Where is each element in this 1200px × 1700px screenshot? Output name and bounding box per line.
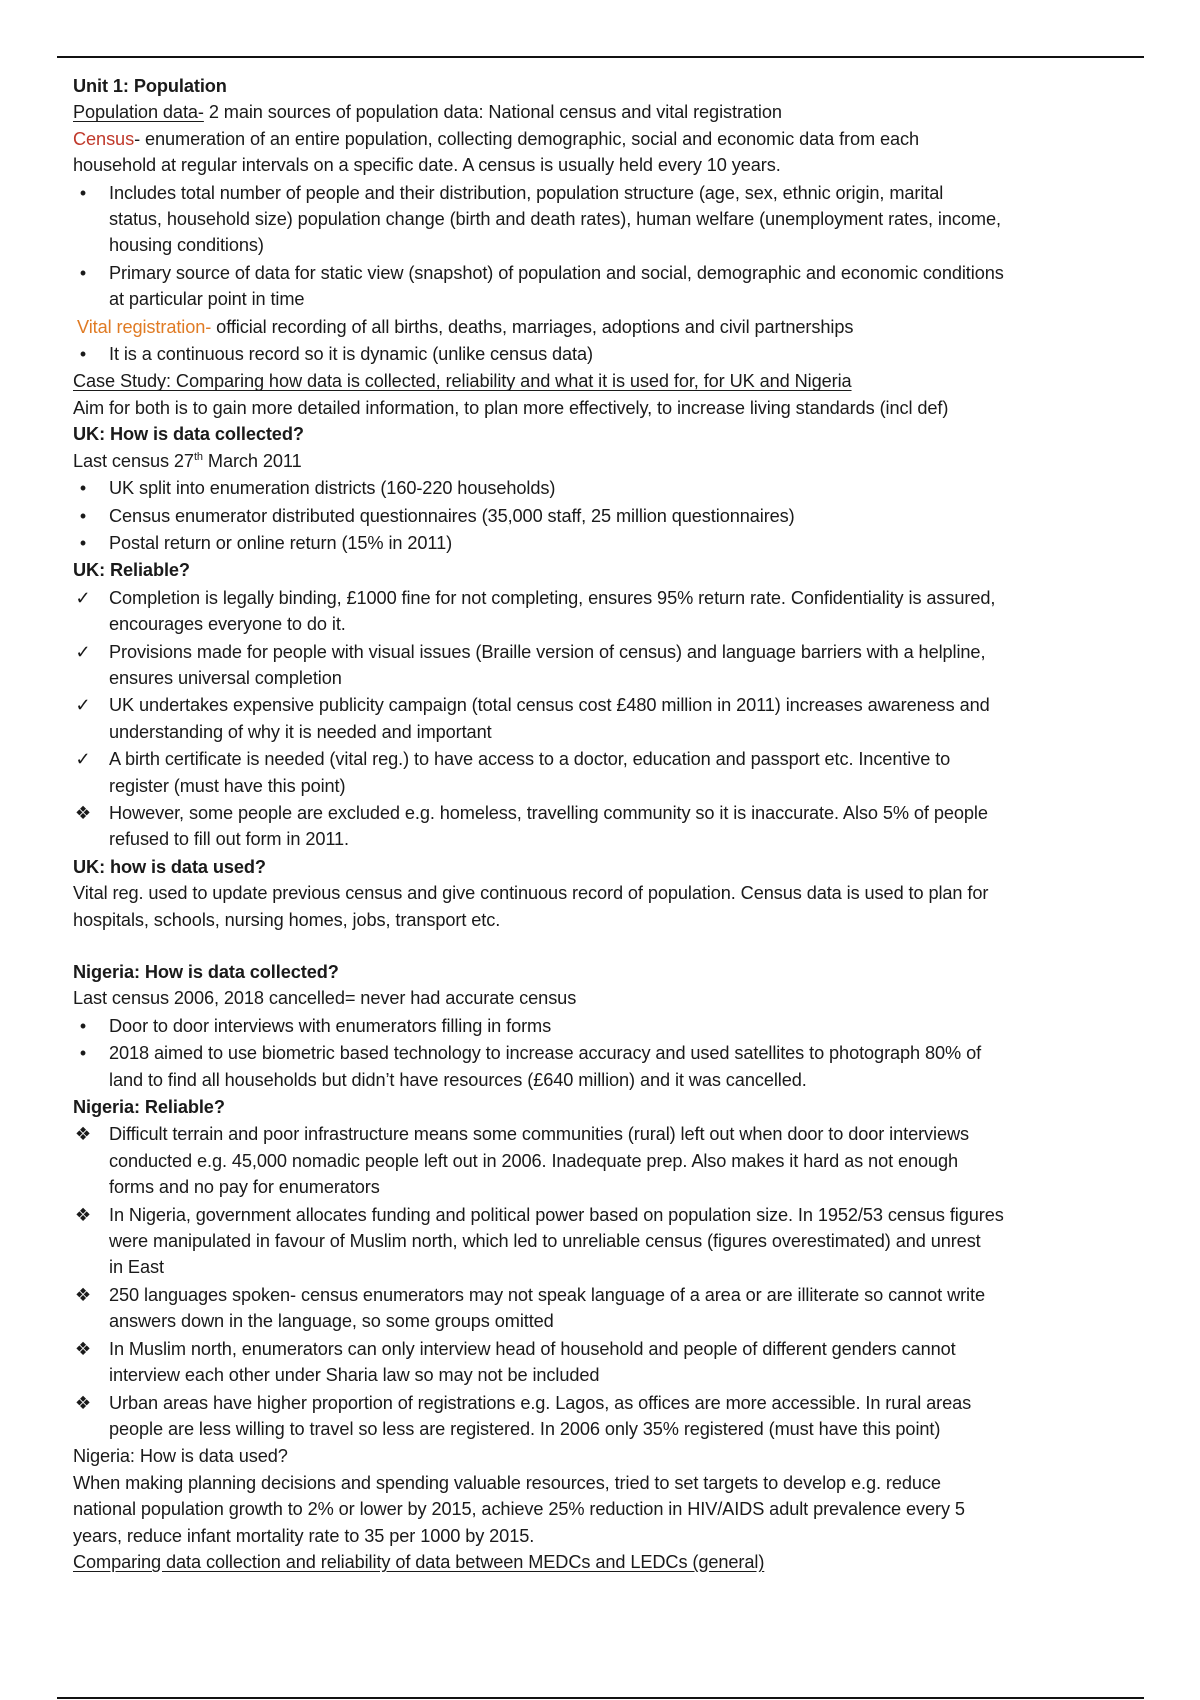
diamond-icon: ❖ (74, 1204, 92, 1225)
bullet-icon: • (79, 1015, 87, 1036)
census-bullets (73, 180, 1133, 313)
check-icon: ✓ (75, 749, 91, 770)
document-body (73, 73, 1133, 1575)
list-item: ❖ In Nigeria, government allocates funding and political power based on population size. In 1952/53 census figures were manipulated in favour of Muslim north, which led to unreliable census (figures overestimated) and unrest in East (73, 1202, 1133, 1281)
unit-title: Unit 1: Population (73, 76, 227, 96)
uk-used-line-1: Vital reg. used to update previous census and give continuous record of population. Census data is used to plan for (73, 883, 989, 904)
uk-reliable-list (73, 585, 1133, 853)
ng-collected-bullets (73, 1013, 1133, 1093)
population-data-line (73, 99, 1133, 125)
list-item: ❖ Urban areas have higher proportion of registrations e.g. Lagos, as offices are more accessible. In rural areas people are less willing to travel so less are registered. In 2006 only 35% registered (must have this point) (73, 1390, 1133, 1443)
ng-reliable-heading: Nigeria: Reliable? (73, 1097, 225, 1118)
list-item: ✓ Provisions made for people with visual issues (Braille version of census) and language barriers with a helpline, ensures universal completion (73, 639, 1133, 692)
uk-collected-bullets (73, 475, 1133, 556)
bullet-icon: • (79, 1043, 87, 1064)
bullet-icon: • (79, 344, 87, 365)
list-item: ❖ However, some people are excluded e.g. homeless, travelling community so it is inaccurate. Also 5% of people refused to fill out form in 2011. (73, 800, 1133, 853)
case-study-heading: Case Study: Comparing how data is collected, reliability and what it is used for, for UK and Nigeria (73, 371, 852, 392)
population-data-text: 2 main sources of population data: National census and vital registration (203, 102, 782, 123)
list-item: • 2018 aimed to use biometric based technology to increase accuracy and used satellites to photograph 80% of land to find all households but didn’t have resources (£640 million) and it was cancelled. (73, 1040, 1133, 1093)
diamond-icon: ❖ (74, 1392, 92, 1413)
uk-used-heading: UK: how is data used? (73, 856, 266, 877)
comparing-heading: Comparing data collection and reliability of data between MEDCs and LEDCs (general) (73, 1551, 765, 1572)
list-item: • Postal return or online return (15% in 2011) (73, 530, 1133, 556)
list-item: ❖ Difficult terrain and poor infrastructure means some communities (rural) left out when door to door interviews conducted e.g. 45,000 nomadic people left out in 2006. Inadequate prep. Also makes it hard as not enough forms and no pay for enumerators (73, 1121, 1133, 1200)
diamond-icon: ❖ (74, 802, 92, 823)
uk-reliable-heading: UK: Reliable? (73, 560, 190, 581)
diamond-icon: ❖ (74, 1124, 92, 1145)
bullet-icon: • (79, 262, 87, 283)
list-item: • Primary source of data for static view (snapshot) of population and social, demographic and economic conditions at particular point in time (73, 260, 1133, 313)
list-item: • Includes total number of people and their distribution, population structure (age, sex, ethnic origin, marital status, household size) population change (birth and death rates), human welfare (unemployment rates, income, housing conditions) (73, 180, 1133, 259)
bullet-icon: • (79, 532, 87, 553)
ng-used-line-3: years, reduce infant mortality rate to 35 per 1000 by 2015. (73, 1525, 535, 1546)
census-label: Census (73, 128, 135, 149)
population-data-label: Population data- (73, 102, 204, 123)
list-item: • Door to door interviews with enumerators filling in forms (73, 1013, 1133, 1039)
ng-reliable-list (73, 1121, 1133, 1442)
vital-registration-label: Vital registration- (77, 316, 212, 337)
bottom-rule (57, 1697, 1144, 1699)
check-icon: ✓ (75, 641, 91, 662)
check-icon: ✓ (75, 695, 91, 716)
uk-collected-heading: UK: How is data collected? (73, 424, 304, 445)
uk-last-census: Last census 27th March 2011 (73, 450, 302, 471)
census-definition-line-2: household at regular intervals on a specific date. A census is usually held every 10 years. (73, 155, 781, 176)
list-item: • UK split into enumeration districts (160-220 households) (73, 475, 1133, 501)
case-study-aim: Aim for both is to gain more detailed information, to plan more effectively, to increase living standards (incl def) (73, 397, 949, 418)
ng-used-heading: Nigeria: How is data used? (73, 1446, 288, 1467)
list-item: • It is a continuous record so it is dynamic (unlike census data) (73, 341, 1133, 367)
bullet-icon: • (79, 505, 87, 526)
ng-collected-heading: Nigeria: How is data collected? (73, 962, 339, 982)
ng-collected-intro: Last census 2006, 2018 cancelled= never had accurate census (73, 988, 577, 1009)
bullet-icon: • (79, 478, 87, 499)
list-item: ✓ Completion is legally binding, £1000 fine for not completing, ensures 95% return rate. Confidentiality is assured, encourages everyone to do it. (73, 585, 1133, 638)
list-item: ✓ UK undertakes expensive publicity campaign (total census cost £480 million in 2011) increases awareness and understanding of why it is needed and important (73, 692, 1133, 745)
top-rule (57, 56, 1144, 58)
list-item: ❖ 250 languages spoken- census enumerators may not speak language of a area or are illiterate so cannot write answers down in the language, so some groups omitted (73, 1282, 1133, 1335)
uk-used-line-2: hospitals, schools, nursing homes, jobs, transport etc. (73, 909, 501, 930)
ng-used-line-1: When making planning decisions and spending valuable resources, tried to set targets to develop e.g. reduce (73, 1472, 941, 1493)
ng-used-line-2: national population growth to 2% or lower by 2015, achieve 25% reduction in HIV/AIDS adult prevalence every 5 (73, 1499, 965, 1520)
list-item: • Census enumerator distributed questionnaires (35,000 staff, 25 million questionnaires) (73, 503, 1133, 529)
list-item: ❖ In Muslim north, enumerators can only interview head of household and people of different genders cannot interview each other under Sharia law so may not be included (73, 1336, 1133, 1389)
list-item: ✓ A birth certificate is needed (vital reg.) to have access to a doctor, education and passport etc. Incentive to register (must have this point) (73, 746, 1133, 799)
vital-registration-line: Vital registration- official recording of all births, deaths, marriages, adoptions and civil partnerships (77, 316, 854, 337)
vital-bullets (73, 341, 1133, 367)
diamond-icon: ❖ (74, 1338, 92, 1359)
bullet-icon: • (79, 182, 87, 203)
check-icon: ✓ (75, 587, 91, 608)
diamond-icon: ❖ (74, 1284, 92, 1305)
spacer (73, 933, 1133, 959)
census-definition-line-1: Census- enumeration of an entire population, collecting demographic, social and economic data from each (73, 128, 920, 149)
